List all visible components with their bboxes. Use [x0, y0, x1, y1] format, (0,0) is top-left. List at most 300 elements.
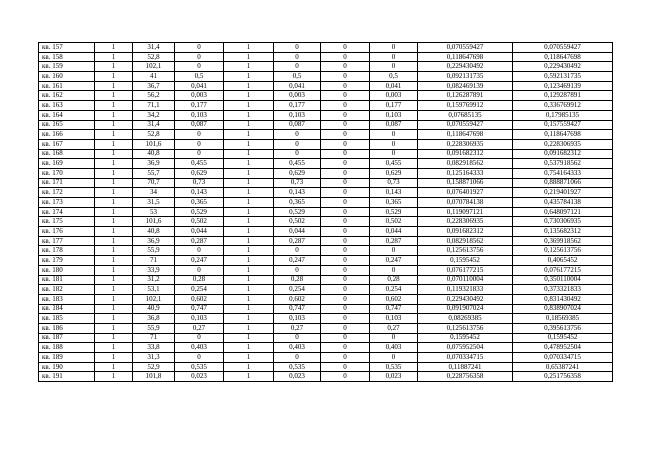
zero-cell: 0 [321, 362, 370, 372]
apartment-cell: кв. 166 [39, 130, 95, 140]
apartment-cell: кв. 175 [39, 217, 95, 227]
apartment-cell: кв. 157 [39, 43, 95, 53]
apartment-cell: кв. 171 [39, 178, 95, 188]
zero-cell: 0 [321, 353, 370, 363]
share-cell: 0,158871066 [418, 178, 513, 188]
value-a-cell: 0,5 [175, 72, 224, 82]
col-5-cell: 1 [224, 217, 274, 227]
col-5-cell: 1 [224, 256, 274, 266]
col-5-cell: 1 [224, 149, 274, 159]
col-2-cell: 1 [95, 333, 133, 343]
apartment-cell: кв. 161 [39, 81, 95, 91]
col-5-cell: 1 [224, 333, 274, 343]
col-5-cell: 1 [224, 120, 274, 130]
total-cell: 0,18569385 [513, 314, 613, 324]
value-b-cell: 0,602 [274, 294, 321, 304]
col-2-cell: 1 [95, 159, 133, 169]
value-a-cell: 0,103 [175, 110, 224, 120]
zero-cell: 0 [321, 246, 370, 256]
col-2-cell: 1 [95, 149, 133, 159]
value-a-cell: 0 [175, 62, 224, 72]
col-5-cell: 1 [224, 178, 274, 188]
value-c-cell: 0 [370, 62, 418, 72]
total-cell: 0,831430492 [513, 294, 613, 304]
zero-cell: 0 [321, 304, 370, 314]
col-5-cell: 1 [224, 236, 274, 246]
area-cell: 102,1 [133, 294, 175, 304]
total-cell: 0,65387241 [513, 362, 613, 372]
value-a-cell: 0,254 [175, 285, 224, 295]
value-b-cell: 0,287 [274, 236, 321, 246]
share-cell: 0,091682312 [418, 149, 513, 159]
total-cell: 0,369918562 [513, 236, 613, 246]
zero-cell: 0 [321, 81, 370, 91]
total-cell: 0,118647698 [513, 52, 613, 62]
value-a-cell: 0,041 [175, 81, 224, 91]
area-cell: 31,4 [133, 43, 175, 53]
area-cell: 53,1 [133, 285, 175, 295]
apartment-cell: кв. 182 [39, 285, 95, 295]
col-2-cell: 1 [95, 246, 133, 256]
zero-cell: 0 [321, 168, 370, 178]
value-b-cell: 0 [274, 62, 321, 72]
share-cell: 0,228756358 [418, 372, 513, 382]
area-cell: 55,7 [133, 168, 175, 178]
value-c-cell: 0,247 [370, 256, 418, 266]
apartment-cell: кв. 178 [39, 246, 95, 256]
table-row [39, 256, 613, 266]
value-b-cell: 0,529 [274, 207, 321, 217]
zero-cell: 0 [321, 256, 370, 266]
apartment-cell: кв. 162 [39, 91, 95, 101]
share-cell: 0,229430492 [418, 294, 513, 304]
apartment-cell: кв. 185 [39, 314, 95, 324]
share-cell: 0,119321833 [418, 285, 513, 295]
value-c-cell: 0,629 [370, 168, 418, 178]
table-row [39, 304, 613, 314]
table-row [39, 72, 613, 82]
share-cell: 0,229430492 [418, 62, 513, 72]
table-row [39, 52, 613, 62]
share-cell: 0,076177215 [418, 265, 513, 275]
col-2-cell: 1 [95, 101, 133, 111]
table-row [39, 168, 613, 178]
total-cell: 0,537918562 [513, 159, 613, 169]
value-b-cell: 0,044 [274, 227, 321, 237]
value-c-cell: 0,041 [370, 81, 418, 91]
total-cell: 0,373321833 [513, 285, 613, 295]
col-2-cell: 1 [95, 353, 133, 363]
value-a-cell: 0,003 [175, 91, 224, 101]
value-a-cell: 0,087 [175, 120, 224, 130]
col-5-cell: 1 [224, 188, 274, 198]
area-cell: 34,2 [133, 110, 175, 120]
area-cell: 101,6 [133, 139, 175, 149]
total-cell: 0,1595452 [513, 333, 613, 343]
table-row [39, 333, 613, 343]
total-cell: 0,251756358 [513, 372, 613, 382]
value-b-cell: 0,143 [274, 188, 321, 198]
area-cell: 71 [133, 333, 175, 343]
col-5-cell: 1 [224, 353, 274, 363]
value-b-cell: 0 [274, 333, 321, 343]
zero-cell: 0 [321, 372, 370, 382]
value-c-cell: 0,602 [370, 294, 418, 304]
value-a-cell: 0 [175, 265, 224, 275]
col-5-cell: 1 [224, 110, 274, 120]
area-cell: 36,9 [133, 236, 175, 246]
zero-cell: 0 [321, 139, 370, 149]
share-cell: 0,092131735 [418, 72, 513, 82]
zero-cell: 0 [321, 130, 370, 140]
value-b-cell: 0 [274, 246, 321, 256]
value-b-cell: 0,365 [274, 198, 321, 208]
apartment-cell: кв. 191 [39, 372, 95, 382]
table-row [39, 314, 613, 324]
apartment-cell: кв. 184 [39, 304, 95, 314]
zero-cell: 0 [321, 323, 370, 333]
col-2-cell: 1 [95, 294, 133, 304]
table-row [39, 101, 613, 111]
value-b-cell: 0 [274, 52, 321, 62]
value-a-cell: 0,502 [175, 217, 224, 227]
table-row [39, 91, 613, 101]
col-5-cell: 1 [224, 323, 274, 333]
col-2-cell: 1 [95, 91, 133, 101]
col-5-cell: 1 [224, 265, 274, 275]
value-c-cell: 0,177 [370, 101, 418, 111]
col-5-cell: 1 [224, 362, 274, 372]
value-c-cell: 0,365 [370, 198, 418, 208]
total-cell: 0,435784138 [513, 198, 613, 208]
area-cell: 31,4 [133, 120, 175, 130]
table-row [39, 265, 613, 275]
table-row [39, 43, 613, 53]
table-row [39, 353, 613, 363]
apartment-cell: кв. 189 [39, 353, 95, 363]
apartment-cell: кв. 174 [39, 207, 95, 217]
share-cell: 0,076401927 [418, 188, 513, 198]
col-2-cell: 1 [95, 372, 133, 382]
value-a-cell: 0 [175, 333, 224, 343]
total-cell: 0,157559427 [513, 120, 613, 130]
total-cell: 0,592131735 [513, 72, 613, 82]
total-cell: 0,478952504 [513, 343, 613, 353]
value-a-cell: 0,247 [175, 256, 224, 266]
value-b-cell: 0,023 [274, 372, 321, 382]
value-c-cell: 0,535 [370, 362, 418, 372]
table-row [39, 217, 613, 227]
value-a-cell: 0 [175, 353, 224, 363]
col-2-cell: 1 [95, 198, 133, 208]
total-cell: 0,336769912 [513, 101, 613, 111]
value-c-cell: 0 [370, 130, 418, 140]
value-b-cell: 0,502 [274, 217, 321, 227]
value-b-cell: 0,5 [274, 72, 321, 82]
total-cell: 0,076177215 [513, 265, 613, 275]
total-cell: 0,070334715 [513, 353, 613, 363]
total-cell: 0,070559427 [513, 43, 613, 53]
value-c-cell: 0,73 [370, 178, 418, 188]
area-cell: 36,8 [133, 314, 175, 324]
share-cell: 0,08269385 [418, 314, 513, 324]
apartment-cell: кв. 169 [39, 159, 95, 169]
apartment-cell: кв. 173 [39, 198, 95, 208]
value-c-cell: 0,044 [370, 227, 418, 237]
apartment-cell: кв. 187 [39, 333, 95, 343]
total-cell: 0,135682312 [513, 227, 613, 237]
apartment-table-body [39, 43, 613, 382]
col-2-cell: 1 [95, 81, 133, 91]
value-a-cell: 0 [175, 43, 224, 53]
col-5-cell: 1 [224, 72, 274, 82]
area-cell: 40,8 [133, 227, 175, 237]
table-row [39, 362, 613, 372]
col-5-cell: 1 [224, 198, 274, 208]
share-cell: 0,125164333 [418, 168, 513, 178]
value-a-cell: 0,023 [175, 372, 224, 382]
area-cell: 53 [133, 207, 175, 217]
share-cell: 0,159769912 [418, 101, 513, 111]
zero-cell: 0 [321, 275, 370, 285]
col-2-cell: 1 [95, 236, 133, 246]
area-cell: 33,9 [133, 265, 175, 275]
share-cell: 0,1595452 [418, 256, 513, 266]
value-a-cell: 0,535 [175, 362, 224, 372]
value-c-cell: 0 [370, 52, 418, 62]
value-b-cell: 0,087 [274, 120, 321, 130]
apartment-cell: кв. 180 [39, 265, 95, 275]
value-c-cell: 0,5 [370, 72, 418, 82]
col-5-cell: 1 [224, 294, 274, 304]
value-c-cell: 0 [370, 265, 418, 275]
apartment-cell: кв. 164 [39, 110, 95, 120]
apartment-cell: кв. 188 [39, 343, 95, 353]
value-b-cell: 0,103 [274, 314, 321, 324]
col-5-cell: 1 [224, 62, 274, 72]
area-cell: 70,7 [133, 178, 175, 188]
value-c-cell: 0,254 [370, 285, 418, 295]
value-c-cell: 0 [370, 149, 418, 159]
share-cell: 0,125613756 [418, 323, 513, 333]
share-cell: 0,118647698 [418, 52, 513, 62]
zero-cell: 0 [321, 43, 370, 53]
value-b-cell: 0 [274, 149, 321, 159]
col-2-cell: 1 [95, 362, 133, 372]
area-cell: 71,1 [133, 101, 175, 111]
value-c-cell: 0 [370, 246, 418, 256]
col-5-cell: 1 [224, 285, 274, 295]
zero-cell: 0 [321, 178, 370, 188]
table-row [39, 323, 613, 333]
value-b-cell: 0,003 [274, 91, 321, 101]
area-cell: 36,7 [133, 81, 175, 91]
col-2-cell: 1 [95, 43, 133, 53]
apartment-cell: кв. 163 [39, 101, 95, 111]
value-a-cell: 0 [175, 52, 224, 62]
total-cell: 0,219401927 [513, 188, 613, 198]
value-b-cell: 0 [274, 353, 321, 363]
value-b-cell: 0,455 [274, 159, 321, 169]
value-b-cell: 0,747 [274, 304, 321, 314]
value-a-cell: 0,747 [175, 304, 224, 314]
share-cell: 0,070559427 [418, 43, 513, 53]
value-a-cell: 0 [175, 130, 224, 140]
area-cell: 71 [133, 256, 175, 266]
col-5-cell: 1 [224, 52, 274, 62]
value-c-cell: 0,502 [370, 217, 418, 227]
total-cell: 0,730306935 [513, 217, 613, 227]
apartment-cell: кв. 186 [39, 323, 95, 333]
apartment-cell: кв. 158 [39, 52, 95, 62]
value-c-cell: 0,023 [370, 372, 418, 382]
col-5-cell: 1 [224, 91, 274, 101]
total-cell: 0,888871066 [513, 178, 613, 188]
value-c-cell: 0 [370, 43, 418, 53]
total-cell: 0,129287891 [513, 91, 613, 101]
share-cell: 0,07685135 [418, 110, 513, 120]
share-cell: 0,082469139 [418, 81, 513, 91]
value-a-cell: 0,455 [175, 159, 224, 169]
zero-cell: 0 [321, 101, 370, 111]
apartment-cell: кв. 165 [39, 120, 95, 130]
col-2-cell: 1 [95, 265, 133, 275]
area-cell: 40,8 [133, 149, 175, 159]
zero-cell: 0 [321, 72, 370, 82]
value-c-cell: 0,455 [370, 159, 418, 169]
table-row [39, 246, 613, 256]
zero-cell: 0 [321, 188, 370, 198]
value-a-cell: 0,28 [175, 275, 224, 285]
col-2-cell: 1 [95, 139, 133, 149]
share-cell: 0,070110004 [418, 275, 513, 285]
table-row [39, 81, 613, 91]
value-b-cell: 0 [274, 265, 321, 275]
zero-cell: 0 [321, 110, 370, 120]
apartment-cell: кв. 170 [39, 168, 95, 178]
apartment-cell: кв. 159 [39, 62, 95, 72]
value-a-cell: 0,044 [175, 227, 224, 237]
value-a-cell: 0,73 [175, 178, 224, 188]
share-cell: 0,082918562 [418, 159, 513, 169]
table-row [39, 188, 613, 198]
total-cell: 0,754164333 [513, 168, 613, 178]
zero-cell: 0 [321, 227, 370, 237]
zero-cell: 0 [321, 207, 370, 217]
col-2-cell: 1 [95, 188, 133, 198]
col-5-cell: 1 [224, 168, 274, 178]
table-row [39, 294, 613, 304]
col-2-cell: 1 [95, 285, 133, 295]
total-cell: 0,648097121 [513, 207, 613, 217]
value-c-cell: 0 [370, 353, 418, 363]
share-cell: 0,118647698 [418, 130, 513, 140]
total-cell: 0,228306935 [513, 139, 613, 149]
zero-cell: 0 [321, 343, 370, 353]
area-cell: 34 [133, 188, 175, 198]
total-cell: 0,350110004 [513, 275, 613, 285]
zero-cell: 0 [321, 52, 370, 62]
value-a-cell: 0,27 [175, 323, 224, 333]
area-cell: 33,8 [133, 343, 175, 353]
apartment-cell: кв. 176 [39, 227, 95, 237]
total-cell: 0,838907024 [513, 304, 613, 314]
table-row [39, 372, 613, 382]
apartment-cell: кв. 168 [39, 149, 95, 159]
area-cell: 41 [133, 72, 175, 82]
value-c-cell: 0,003 [370, 91, 418, 101]
area-cell: 31,5 [133, 198, 175, 208]
col-2-cell: 1 [95, 120, 133, 130]
total-cell: 0,17985135 [513, 110, 613, 120]
share-cell: 0,11887241 [418, 362, 513, 372]
value-c-cell: 0 [370, 333, 418, 343]
table-row [39, 285, 613, 295]
share-cell: 0,125613756 [418, 246, 513, 256]
table-row [39, 343, 613, 353]
value-c-cell: 0,529 [370, 207, 418, 217]
col-5-cell: 1 [224, 227, 274, 237]
share-cell: 0,070559427 [418, 120, 513, 130]
zero-cell: 0 [321, 265, 370, 275]
area-cell: 55,9 [133, 323, 175, 333]
value-a-cell: 0,602 [175, 294, 224, 304]
col-5-cell: 1 [224, 372, 274, 382]
total-cell: 0,395613756 [513, 323, 613, 333]
col-5-cell: 1 [224, 343, 274, 353]
col-2-cell: 1 [95, 275, 133, 285]
value-a-cell: 0,529 [175, 207, 224, 217]
value-c-cell: 0,747 [370, 304, 418, 314]
value-b-cell: 0,535 [274, 362, 321, 372]
share-cell: 0,091682312 [418, 227, 513, 237]
value-b-cell: 0,041 [274, 81, 321, 91]
table-row [39, 120, 613, 130]
share-cell: 0,070784138 [418, 198, 513, 208]
col-2-cell: 1 [95, 304, 133, 314]
col-5-cell: 1 [224, 314, 274, 324]
table-row [39, 110, 613, 120]
col-5-cell: 1 [224, 275, 274, 285]
table-row [39, 62, 613, 72]
table-row [39, 178, 613, 188]
area-cell: 55,9 [133, 246, 175, 256]
value-b-cell: 0,177 [274, 101, 321, 111]
col-2-cell: 1 [95, 227, 133, 237]
share-cell: 0,091907024 [418, 304, 513, 314]
value-a-cell: 0,287 [175, 236, 224, 246]
area-cell: 52,9 [133, 362, 175, 372]
table-row [39, 159, 613, 169]
area-cell: 101,6 [133, 217, 175, 227]
table-row [39, 227, 613, 237]
value-b-cell: 0,103 [274, 110, 321, 120]
apartment-cell: кв. 172 [39, 188, 95, 198]
zero-cell: 0 [321, 333, 370, 343]
table-row [39, 198, 613, 208]
value-c-cell: 0 [370, 139, 418, 149]
value-c-cell: 0,103 [370, 314, 418, 324]
col-5-cell: 1 [224, 101, 274, 111]
col-5-cell: 1 [224, 43, 274, 53]
zero-cell: 0 [321, 62, 370, 72]
value-b-cell: 0,73 [274, 178, 321, 188]
value-c-cell: 0,103 [370, 110, 418, 120]
col-2-cell: 1 [95, 62, 133, 72]
value-a-cell: 0,143 [175, 188, 224, 198]
area-cell: 56,2 [133, 91, 175, 101]
zero-cell: 0 [321, 149, 370, 159]
